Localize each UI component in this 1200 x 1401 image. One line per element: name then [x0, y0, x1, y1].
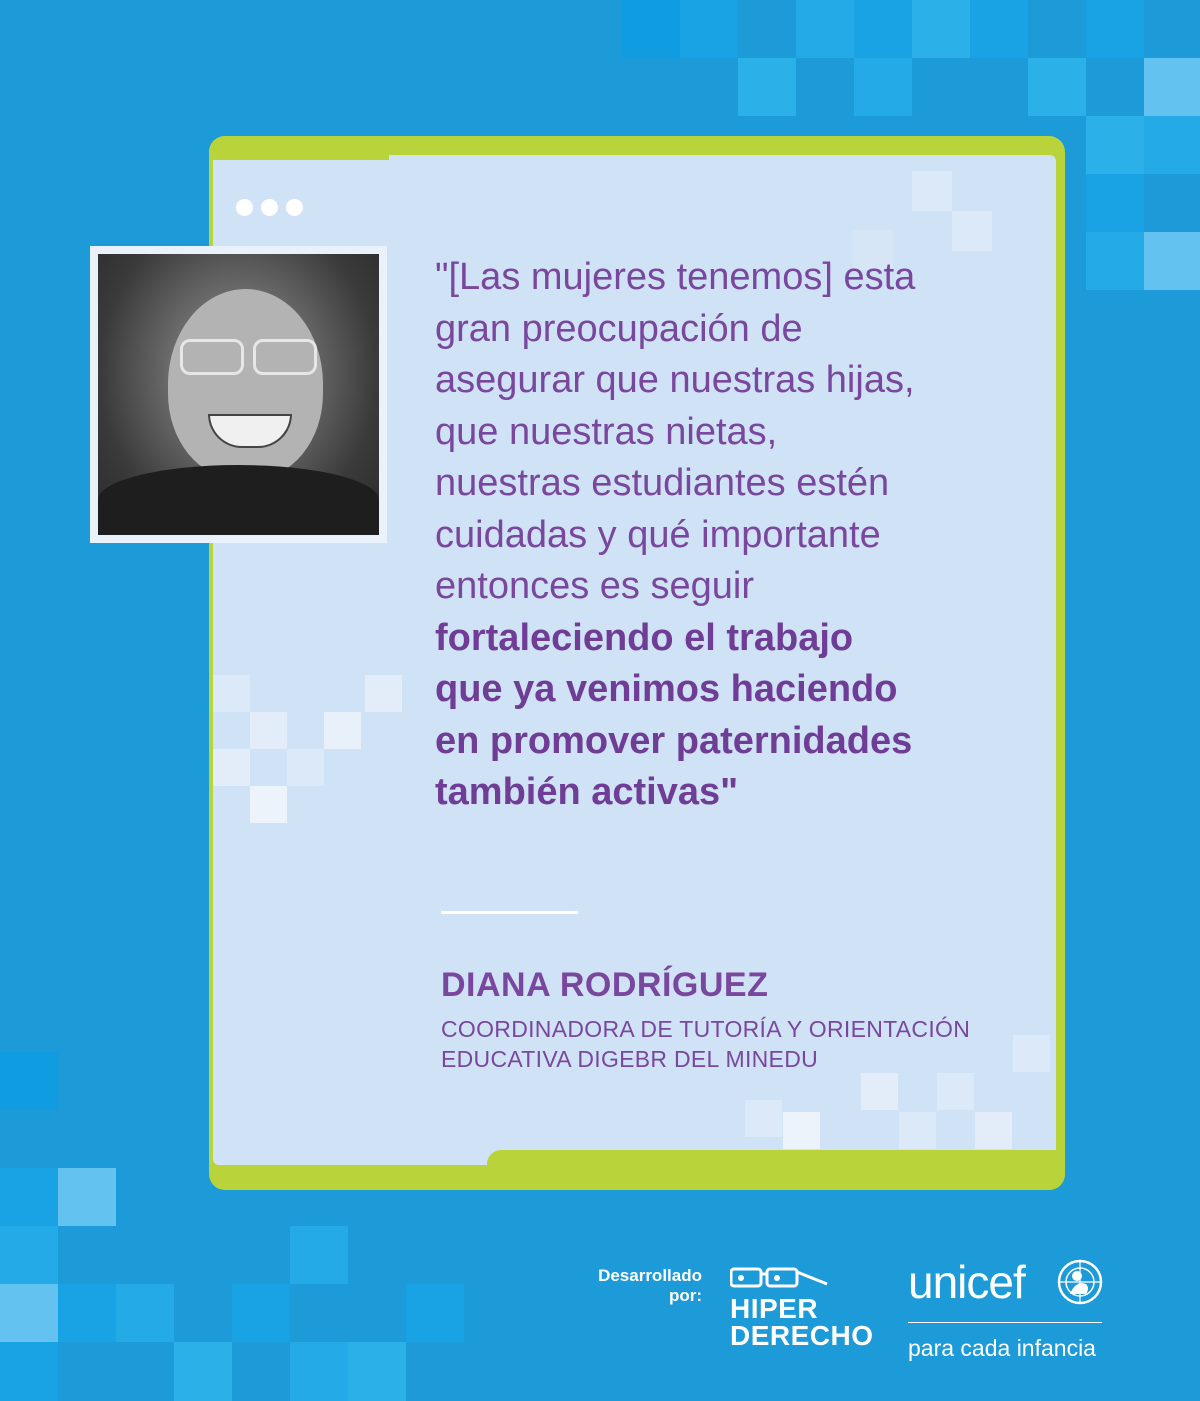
- developed-by-line-2: por:: [668, 1286, 702, 1305]
- unicef-logo: [908, 1254, 1108, 1362]
- quote-bold-line: también activas": [435, 771, 739, 813]
- quote-line: gran preocupación de: [435, 307, 803, 350]
- browser-dots-icon: [236, 199, 303, 216]
- card-bottom-tab: [487, 1150, 1065, 1190]
- quote-text: [435, 252, 1035, 819]
- developed-by-label: [570, 1266, 702, 1306]
- hiper-word: HIPER: [730, 1293, 819, 1324]
- quote-line: asegurar que nuestras hijas,: [435, 359, 915, 401]
- quote-line: cuidadas y qué importante: [435, 513, 881, 556]
- hiperderecho-logo: [730, 1266, 874, 1349]
- quote-line: entonces es seguir: [435, 565, 754, 607]
- quote-bold-line: que ya venimos haciendo: [435, 668, 898, 710]
- developed-by-line-1: Desarrollado: [598, 1266, 702, 1285]
- unicef-tagline: para cada infancia: [908, 1335, 1096, 1361]
- person-role: [441, 1014, 970, 1074]
- derecho-word: DERECHO: [730, 1320, 874, 1351]
- person-name: DIANA RODRÍGUEZ: [441, 966, 769, 1004]
- portrait-frame: [90, 246, 387, 543]
- unicef-wordmark: unicef: [908, 1256, 1025, 1308]
- quote-line: que nuestras nietas,: [435, 410, 778, 453]
- unicef-rule: [908, 1322, 1102, 1323]
- unicef-emblem-icon: [1056, 1258, 1104, 1306]
- quote-bold-line: fortaleciendo el trabajo: [435, 616, 854, 659]
- glasses-icon: [730, 1266, 830, 1290]
- divider: [441, 911, 578, 914]
- glasses-icon: [180, 339, 244, 375]
- quote-line: nuestras estudiantes estén: [435, 462, 890, 504]
- role-line-2: EDUCATIVA DIGEBR DEL MINEDU: [441, 1046, 819, 1072]
- role-line-1: COORDINADORA DE TUTORÍA Y ORIENTACIÓN: [441, 1016, 971, 1042]
- portrait-photo: [98, 254, 379, 535]
- card-top-tab: [209, 136, 389, 160]
- quote-bold-line: en promover paternidades: [435, 719, 913, 762]
- quote-line: "[Las mujeres tenemos] esta: [435, 256, 916, 298]
